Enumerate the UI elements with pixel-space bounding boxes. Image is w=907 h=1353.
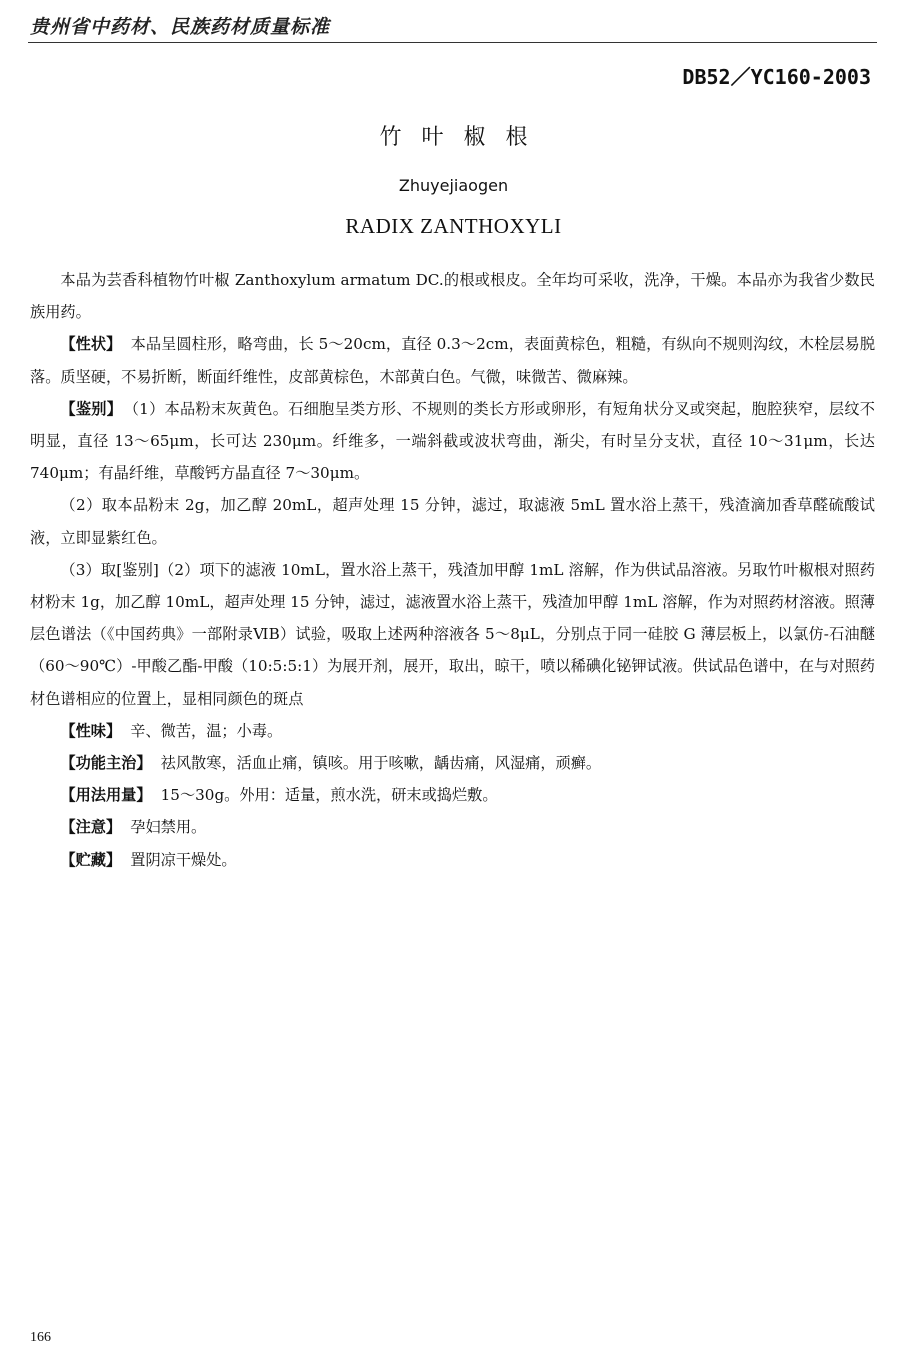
dosage-section (30, 779, 875, 811)
precautions-section (30, 811, 875, 843)
monograph-title: 竹叶椒根 (379, 125, 548, 150)
page-number: 166 (30, 1330, 51, 1345)
precautions-text: 孕妇禁用。 (130, 818, 207, 837)
functions-section (30, 747, 875, 779)
dosage-text: 15～30g。外用：适量，煎水洗，研末或捣烂敷。 (160, 786, 498, 805)
functions-label: 【功能主治】 (60, 754, 152, 773)
property-flavor-label: 【性味】 (60, 721, 122, 740)
storage-section (30, 844, 875, 876)
property-flavor-text: 辛、微苦，温；小毒。 (130, 721, 283, 740)
running-header: 贵州省中药材、民族药材质量标准 (30, 16, 331, 38)
storage-text: 置阴凉干燥处。 (130, 850, 237, 869)
identification-label: 【鉴别】 (60, 399, 123, 418)
identification-text-2: （2）取本品粉末 2g，加乙醇 20mL，超声处理 15 分钟，滤过，取滤液 5mL 置水浴上蒸干，残渣滴加香草醛硫酸试液，立即显紫红色。 (30, 496, 875, 547)
intro-paragraph: 本品为芸香科植物竹叶椒 Zanthoxylum armatum DC.的根或根皮。全年均可采收，洗净，干燥。本品亦为我省少数民族用药。 (30, 271, 875, 322)
description-text: 本品呈圆柱形，略弯曲，长 5～20cm，直径 0.3～2cm，表面黄棕色，粗糙，有纵向不规则沟纹，木栓层易脱落。质坚硬，不易折断，断面纤维性，皮部黄棕色，木部黄白色。气微，味微苦、微麻辣。 (30, 335, 876, 386)
identification-text-3: （3）取[鉴别]（2）项下的滤液 10mL，置水浴上蒸干，残渣加甲醇 1mL 溶解，作为供试品溶液。另取竹叶椒根对照药材粉末 1g，加乙醇 10mL，超声处理 15 分钟，滤过，滤液置水浴上蒸干，残渣加甲醇 1mL 溶解，作为对照药材溶液。照薄层色谱法（《中国药典》一部附录ⅥB）试验，吸取上述两种溶液各 5～8μL，分别点于同一硅胶 G 薄层板上，以氯仿-石油醚（60～90℃）-甲酸乙酯-甲酸（10:5:5:1）为展开剂，展开，取出，晾干，喷以稀碘化铋钾试液。供试品色谱中，在与对照药材色谱相应的位置上，显相同颜色的斑点 (30, 560, 875, 708)
description-section (30, 328, 875, 392)
storage-label: 【贮藏】 (60, 850, 122, 869)
monograph-pinyin: Zhuyejiaogen (398, 176, 509, 195)
description-label: 【性状】 (60, 335, 122, 354)
identification-text-1: （1）本品粉末灰黄色。石细胞呈类方形、不规则的类长方形或卵形，有短角状分叉或突起，胞腔狭窄，层纹不明显，直径 13～65μm，长可达 230μm。纤维多，一端斜截或波状弯曲，渐尖，有时呈分支状，直径 10～31μm，长达 740μm；有晶纤维，草酸钙方晶直径 7～30μm。 (30, 399, 875, 483)
header-divider (28, 42, 877, 43)
precautions-label: 【注意】 (60, 818, 122, 837)
monograph-body (30, 264, 875, 876)
property-flavor-section (30, 715, 875, 747)
standard-number: DB52／YC160-2003 (682, 65, 871, 89)
identification-section (30, 393, 875, 490)
monograph-latin-name: RADIX ZANTHOXYLI (345, 214, 562, 238)
functions-text: 祛风散寒，活血止痛，镇咳。用于咳嗽，龋齿痛，风湿痛，顽癣。 (160, 754, 602, 773)
dosage-label: 【用法用量】 (60, 786, 152, 805)
